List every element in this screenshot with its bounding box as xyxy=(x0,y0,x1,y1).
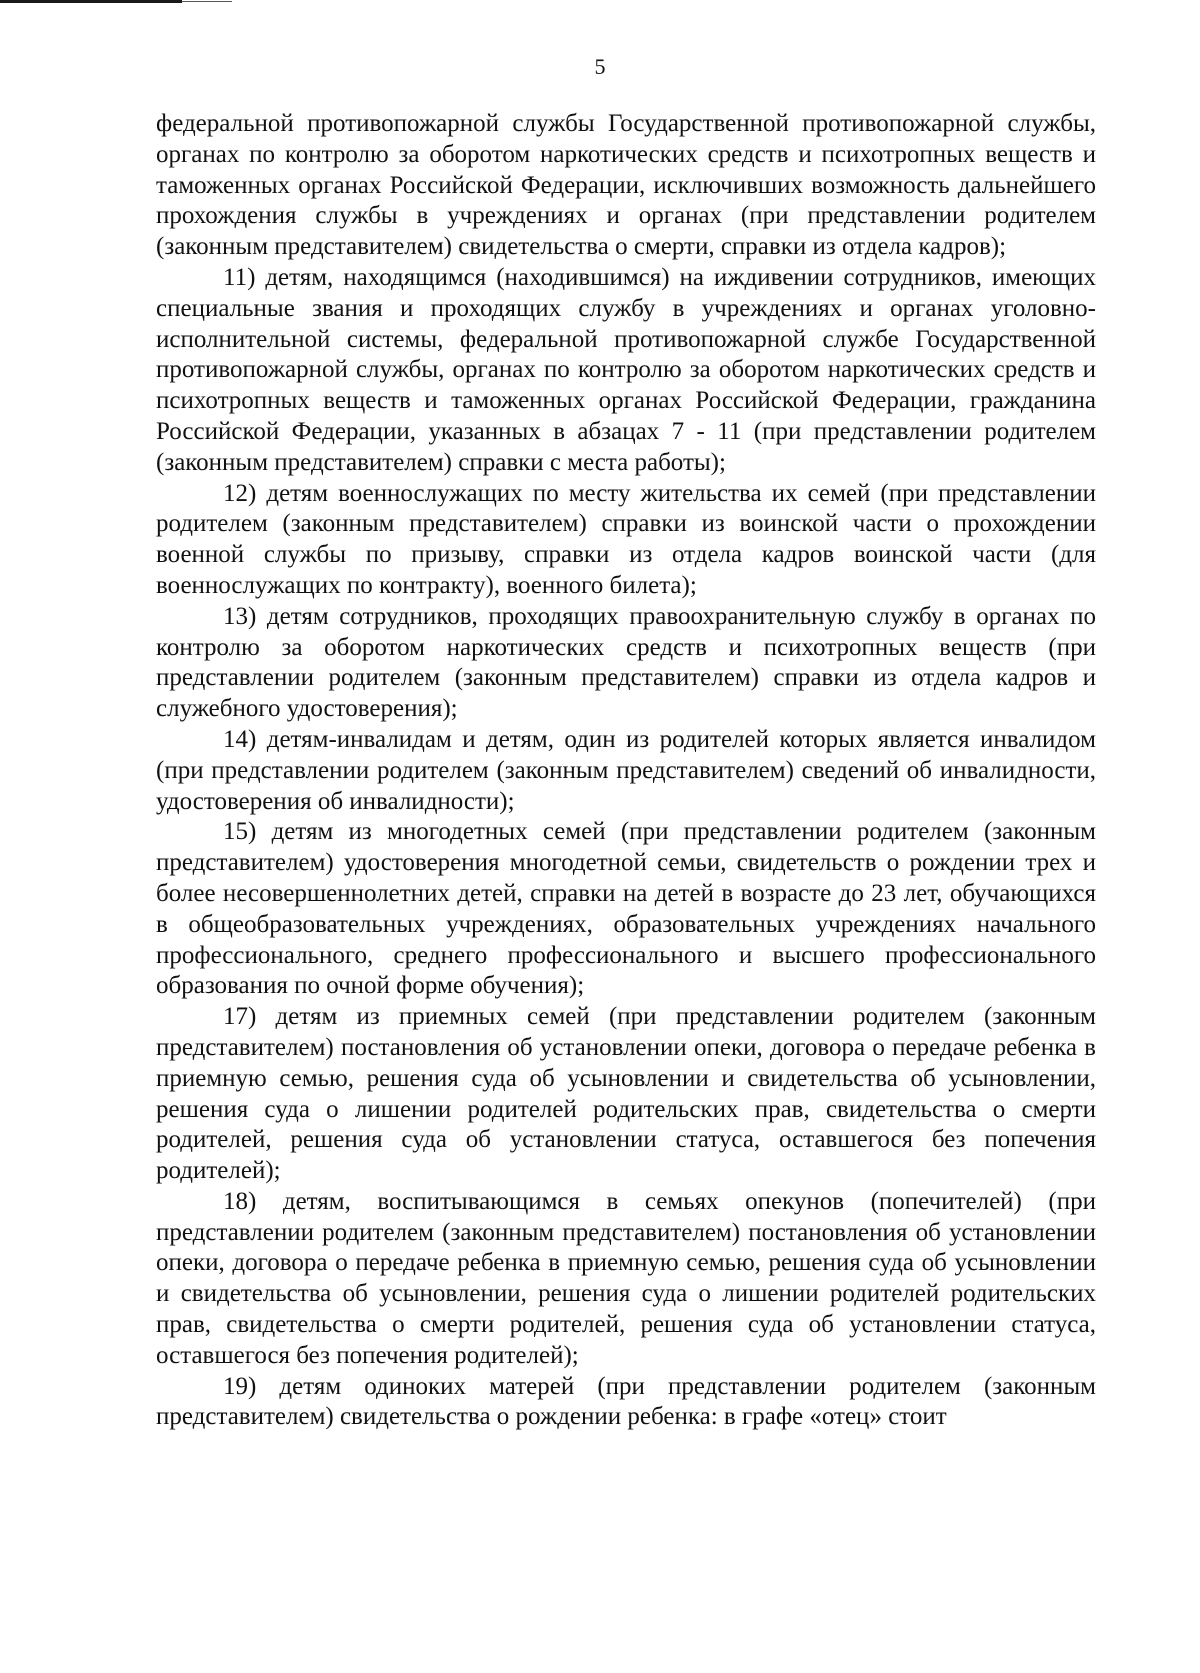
paragraph-continuation: федеральной противопожарной службы Государственной противопожарной службы, органах по контролю за оборотом наркотических средств и психотропных веществ и таможенных органах Российской Федерации, исключивших возможность дальнейшего прохождения службы в учреждениях и органах (при представлении родителем (законным представителем) свидетельства о смерти, справки из отдела кадров); xyxy=(156,110,1096,261)
paragraph-item-13: 13) детям сотрудников, проходящих правоохранительную службу в органах по контролю за оборотом наркотических средств и психотропных веществ (при представлении родителем (законным представителем) справки из отдела кадров и служебного удостоверения); xyxy=(156,602,1096,723)
paragraph-item-12: 12) детям военнослужащих по месту жительства их семей (при представлении родителем (законным представителем) справки из воинской части о прохождении военной службы по призыву, справки из отдела кадров воинской части (для военнослужащих по контракту), военного билета); xyxy=(156,479,1096,599)
paragraph-item-17: 17) детям из приемных семей (при представлении родителем (законным представителем) постановления об установлении опеки, договора о передаче ребенка в приемную семью, решения суда об усыновлении и свидетельства об усыновлении, решения суда о лишении родителей родительских прав, свидетельства о смерти родителей, решения суда об установлении статуса, оставшегося без попечения родителей); xyxy=(156,1003,1096,1185)
paragraph-item-11: 11) детям, находящимся (находившимся) на иждивении сотрудников, имеющих специальные звания и проходящих службу в учреждениях и органах уголовно-исполнительной системы, федеральной противопожарной службе Государственной противопожарной службы, органах по контролю за оборотом наркотических средств и психотропных веществ и таможенных органах Российской Федерации, гражданина Российской Федерации, указанных в абзацах 7 - 11 (при представлении родителем (законным представителем) справки с места работы); xyxy=(156,263,1096,476)
paragraph-item-15: 15) детям из многодетных семей (при представлении родителем (законным представителем) удостоверения многодетной семьи, свидетельств о рождении трех и более несовершеннолетних детей, справки на детей в возрасте до 23 лет, обучающихся в общеобразовательных учреждениях, образовательных учреждениях начального профессионального, среднего профессионального и высшего профессионального образования по очной форме обучения); xyxy=(156,818,1096,1000)
page-number: 5 xyxy=(594,54,606,79)
document-body xyxy=(156,109,1096,1433)
paragraph-item-14: 14) детям-инвалидам и детям, один из родителей которых является инвалидом (при представлении родителем (законным представителем) сведений об инвалидности, удостоверения об инвалидности); xyxy=(156,725,1096,815)
top-rule-thick xyxy=(0,0,182,3)
paragraph-item-18: 18) детям, воспитывающимся в семьях опекунов (попечителей) (при представлении родителем (законным представителем) постановления об установлении опеки, договора о передаче ребенка в приемную семью, решения суда об усыновлении и свидетельства об усыновлении, решения суда о лишении родителей родительских прав, свидетельства о смерти родителей, решения суда об установлении статуса, оставшегося без попечения родителей); xyxy=(156,1187,1096,1369)
top-rule xyxy=(0,0,232,6)
paragraph-item-19: 19) детям одиноких матерей (при представлении родителем (законным представителем) свидетельства о рождении ребенка: в графе «отец» стоит xyxy=(156,1372,1096,1431)
top-rule-thin xyxy=(182,1,232,2)
